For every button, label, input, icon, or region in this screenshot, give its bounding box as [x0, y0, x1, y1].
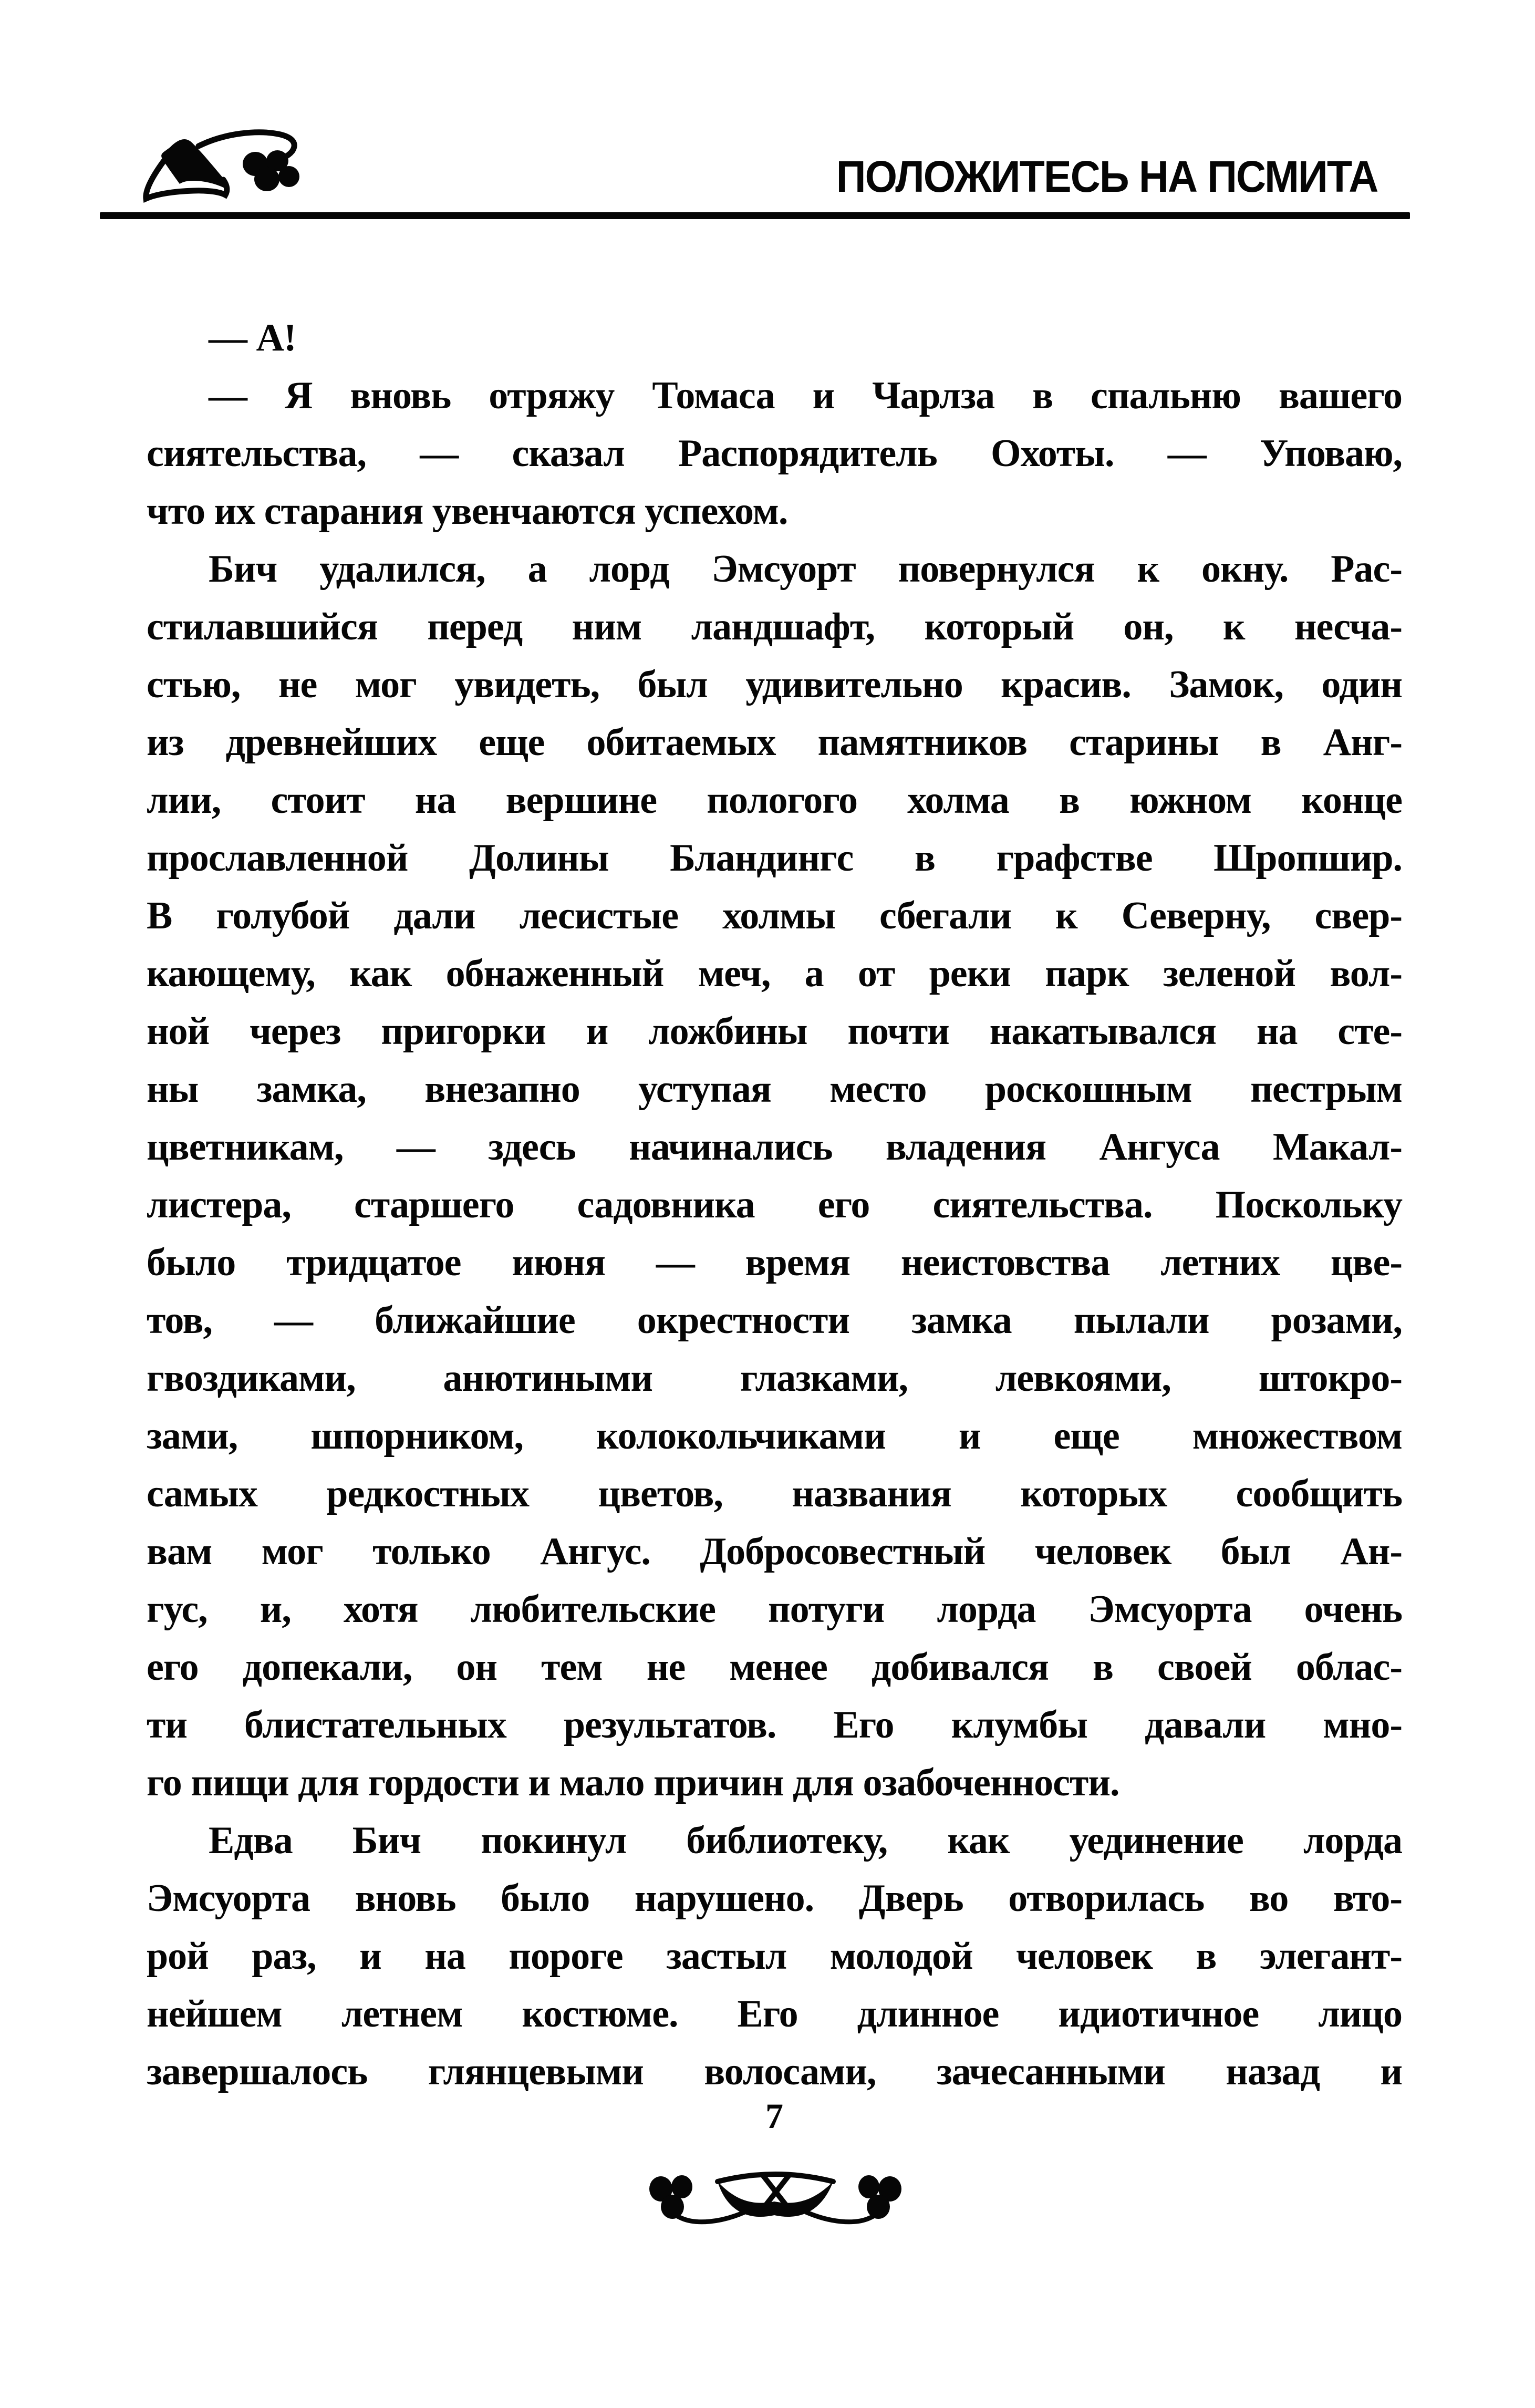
text-line: го пищи для гордости и мало причин для озабоченности.: [147, 1761, 1119, 1804]
text-line: кающему, как обнаженный меч, а от реки парк зеленой вол-: [147, 952, 1402, 995]
page-number: 7: [765, 2096, 783, 2136]
header-rule: [100, 212, 1410, 219]
text-line: было тридцатое июня — время неистовства летних цве-: [147, 1241, 1402, 1284]
text-line: Едва Бич покинул библиотеку, как уединение лорда: [209, 1819, 1402, 1862]
header-ornament-icon: [120, 126, 325, 213]
text-line: завершалось глянцевыми волосами, зачесанными назад и: [147, 2050, 1402, 2093]
text-line: стилавшийся перед ним ландшафт, который он, к несча-: [147, 605, 1402, 648]
running-head-title: ПОЛОЖИТЕСЬ НА ПСМИТА: [836, 152, 1377, 201]
text-line: В голубой дали лесистые холмы сбегали к Северну, свер-: [147, 894, 1402, 937]
text-line: нейшем летнем костюме. Его длинное идиотичное лицо: [147, 1992, 1402, 2035]
text-line: лии, стоит на вершине пологого холма в южном конце: [147, 779, 1402, 822]
text-line: — А!: [209, 316, 296, 359]
text-line: самых редкостных цветов, названия которых сообщить: [147, 1472, 1402, 1515]
text-line: сиятельства, — сказал Распорядитель Охоты. — Уповаю,: [147, 432, 1402, 475]
text-line: вам мог только Ангус. Добросовестный человек был Ан-: [147, 1530, 1402, 1573]
text-line: ти блистательных результатов. Его клумбы давали мно-: [147, 1703, 1402, 1746]
footer-ornament-icon: [634, 2164, 917, 2242]
text-line: гус, и, хотя любительские потуги лорда Эмсуорта очень: [147, 1588, 1402, 1631]
text-line: его допекали, он тем не менее добивался в своей облас-: [147, 1646, 1402, 1689]
text-line: рой раз, и на пороге застыл молодой человек в элегант-: [147, 1935, 1402, 1978]
text-line: листера, старшего садовника его сиятельства. Поскольку: [147, 1183, 1402, 1226]
text-line: стью, не мог увидеть, был удивительно красив. Замок, один: [147, 663, 1402, 706]
body-text: [147, 309, 1402, 2101]
text-line: гвоздиками, анютиными глазками, левкоями, штокро-: [147, 1357, 1402, 1400]
text-line: — Я вновь отряжу Томаса и Чарлза в спальню вашего: [209, 374, 1402, 417]
text-line: Бич удалился, а лорд Эмсуорт повернулся к окну. Рас-: [209, 547, 1402, 591]
text-line: ны замка, внезапно уступая место роскошным пестрым: [147, 1068, 1402, 1111]
text-line: что их старания увенчаются успехом.: [147, 490, 788, 533]
text-line: цветникам, — здесь начинались владения Ангуса Макал-: [147, 1125, 1402, 1169]
text-line: тов, — ближайшие окрестности замка пылали розами,: [147, 1299, 1402, 1342]
text-line: зами, шпорником, колокольчиками и еще множеством: [147, 1414, 1402, 1458]
text-line: прославленной Долины Бландингс в графстве Шропшир.: [147, 836, 1402, 880]
text-line: из древнейших еще обитаемых памятников старины в Анг-: [147, 721, 1402, 764]
text-line: Эмсуорта вновь было нарушено. Дверь отворилась во вто-: [147, 1877, 1402, 1920]
text-line: ной через пригорки и ложбины почти накатывался на сте-: [147, 1010, 1402, 1053]
